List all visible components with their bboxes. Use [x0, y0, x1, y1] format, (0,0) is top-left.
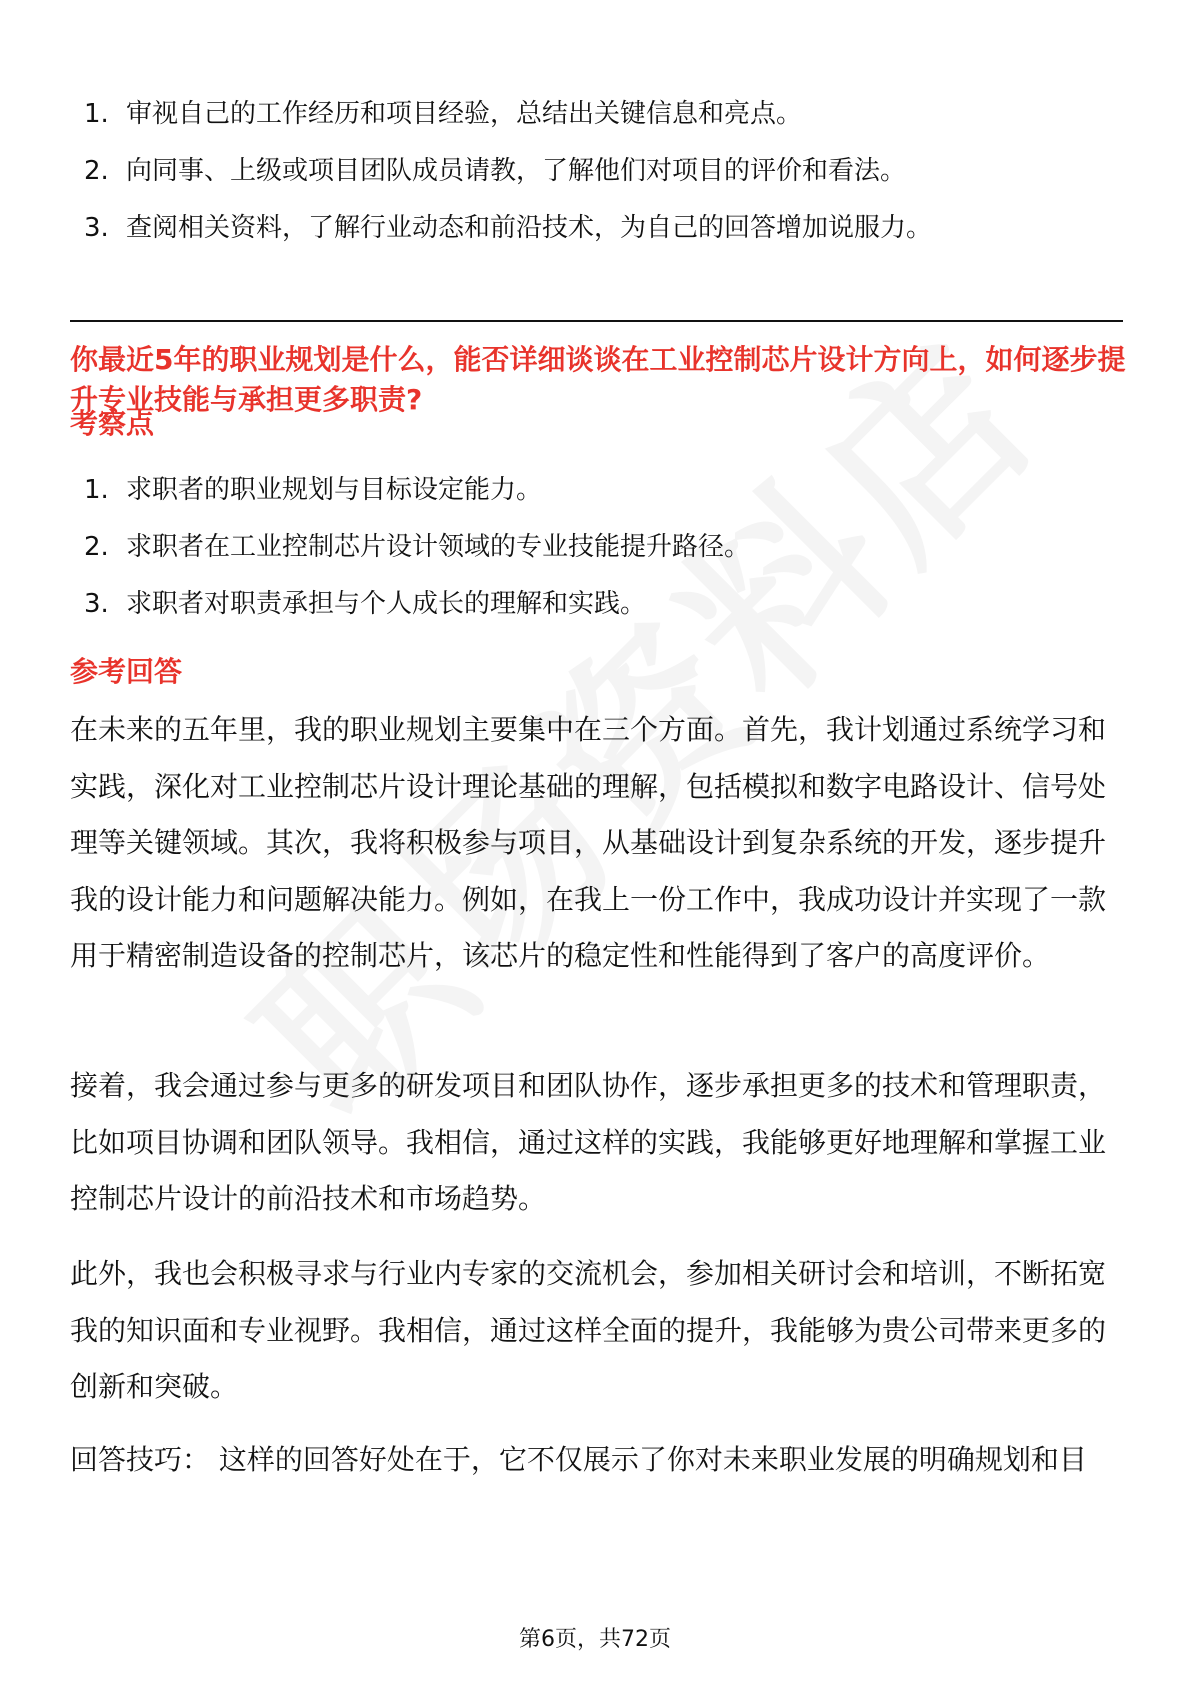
list-number: 3. [84, 213, 109, 243]
list-number: 3. [84, 589, 109, 619]
answer-heading: 参考回答 [70, 655, 183, 688]
list-text: 求职者的职业规划与目标设定能力。 [126, 475, 543, 505]
list-number: 2. [84, 156, 109, 186]
list-text: 审视自己的工作经历和项目经验，总结出关键信息和亮点。 [126, 99, 803, 129]
list-text: 向同事、上级或项目团队成员请教，了解他们对项目的评价和看法。 [126, 156, 907, 186]
section-divider [70, 320, 1123, 322]
focus-heading: 考察点 [70, 407, 155, 440]
list-text: 查阅相关资料，了解行业动态和前沿技术，为自己的回答增加说服力。 [126, 213, 933, 243]
list-text: 求职者对职责承担与个人成长的理解和实践。 [126, 589, 647, 619]
list-item [84, 519, 750, 576]
page-number: 第6页，共72页 [519, 1627, 671, 1652]
list-text: 求职者在工业控制芯片设计领域的专业技能提升路径。 [126, 532, 751, 562]
focus-list [84, 462, 750, 633]
question-title: 你最近5年的职业规划是什么，能否详细谈谈在工业控制芯片设计方向上，如何逐步提升专业技能与承担更多职责? [70, 343, 1126, 416]
list-number: 1. [84, 99, 109, 129]
answer-tips-paragraph: 回答技巧： 这样的回答好处在于，它不仅展示了你对未来职业发展的明确规划和目 [70, 1443, 1087, 1476]
list-item [84, 576, 750, 633]
list-item [84, 143, 932, 200]
list-number: 1. [84, 475, 109, 505]
answer-paragraph: 接着，我会通过参与更多的研发项目和团队协作，逐步承担更多的技术和管理职责，比如项目协调和团队领导。我相信，通过这样的实践，我能够更好地理解和掌握工业控制芯片设计的前沿技术和市场趋势。 [70, 1069, 1107, 1215]
list-item [84, 200, 932, 257]
previous-tips-list [84, 86, 932, 257]
list-item [84, 462, 750, 519]
answer-paragraph: 在未来的五年里，我的职业规划主要集中在三个方面。首先，我计划通过系统学习和实践，深化对工业控制芯片设计理论基础的理解，包括模拟和数字电路设计、信号处理等关键领域。其次，我将积极参与项目，从基础设计到复杂系统的开发，逐步提升我的设计能力和问题解决能力。例如，在我上一份工作中，我成功设计并实现了一款用于精密制造设备的控制芯片，该芯片的稳定性和性能得到了客户的高度评价。 [70, 713, 1107, 972]
list-number: 2. [84, 532, 109, 562]
list-item [84, 86, 932, 143]
answer-paragraph: 此外，我也会积极寻求与行业内专家的交流机会，参加相关研讨会和培训，不断拓宽我的知识面和专业视野。我相信，通过这样全面的提升，我能够为贵公司带来更多的创新和突破。 [70, 1257, 1107, 1403]
